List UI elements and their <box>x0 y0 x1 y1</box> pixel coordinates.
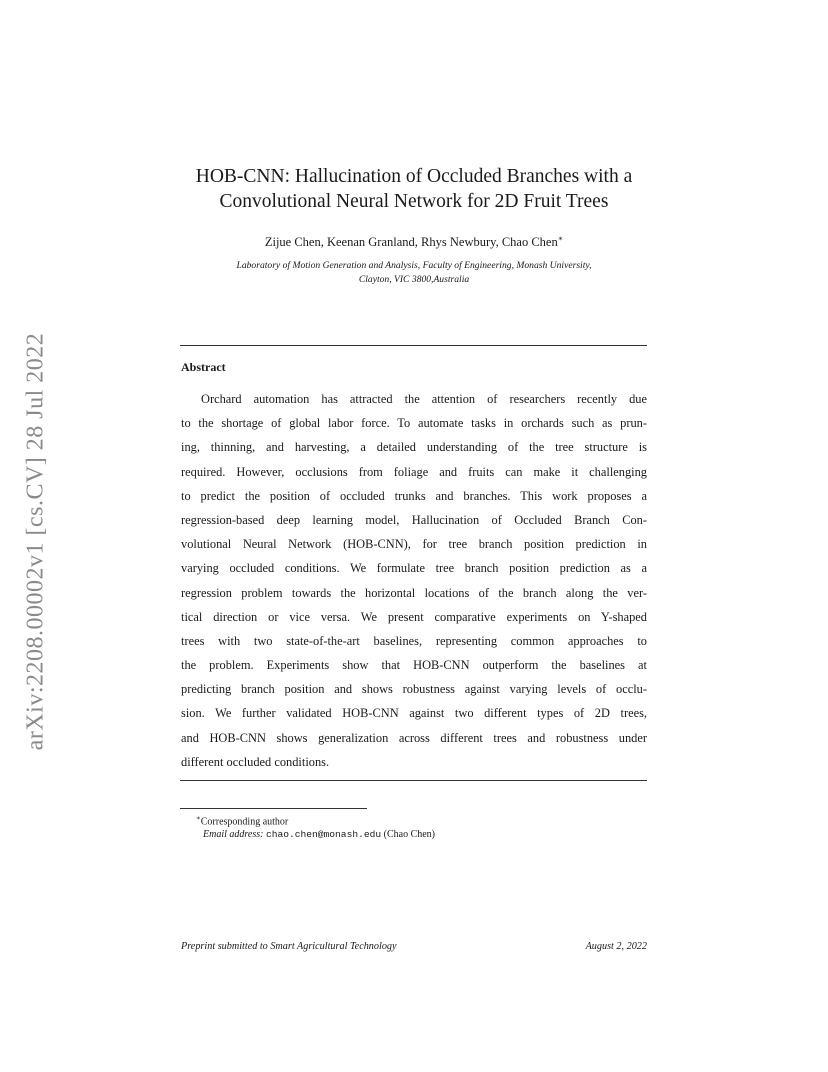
author-list <box>150 234 678 250</box>
abstract-line: ing, thinning, and harvesting, a detailed understanding of the tree structure is <box>181 440 647 455</box>
footnote-email-line <box>196 828 435 841</box>
abstract-line: to the shortage of global labor force. To automate tasks in orchards such as prun- <box>181 416 647 431</box>
paper-title <box>150 164 678 214</box>
abstract-line: sion. We further validated HOB-CNN against two different types of 2D trees, <box>181 706 647 721</box>
abstract-line: tical direction or vice versa. We present comparative experiments on Y-shaped <box>181 609 647 624</box>
abstract-top-rule <box>180 345 647 346</box>
abstract-heading: Abstract <box>181 360 226 374</box>
email-owner: (Chao Chen) <box>383 829 436 841</box>
abstract-line: regression problem towards the horizontal locations of the branch along the ver- <box>181 585 647 600</box>
affiliation <box>160 259 668 287</box>
email-label: Email address: <box>203 829 264 841</box>
footnote <box>196 812 435 841</box>
email-address[interactable]: chao.chen@monash.edu <box>265 829 382 841</box>
abstract-line: varying occluded conditions. We formulate tree branch position prediction as a <box>181 561 647 576</box>
abstract-bottom-rule <box>180 780 647 781</box>
title-line-1: HOB-CNN: Hallucination of Occluded Branches with a <box>195 166 633 187</box>
preprint-date: August 2, 2022 <box>585 941 647 952</box>
affiliation-line-2: Clayton, VIC 3800,Australia <box>358 274 470 285</box>
abstract-line: trees with two state-of-the-art baselines, representing common approaches to <box>181 633 647 648</box>
author-names: Zijue Chen, Keenan Granland, Rhys Newbury, Chao Chen <box>264 235 558 250</box>
abstract-line: predicting branch position and shows robustness against varying levels of occlu- <box>181 682 647 697</box>
footnote-corresponding <box>196 812 435 828</box>
title-line-2: Convolutional Neural Network for 2D Fruit Trees <box>219 191 609 212</box>
abstract-line: required. However, occlusions from foliage and fruits can make it challenging <box>181 464 647 479</box>
preprint-notice: Preprint submitted to Smart Agricultural Technology <box>181 941 397 952</box>
arxiv-identifier-stamp: arXiv:2208.00002v1 [cs.CV] 28 Jul 2022 <box>22 332 49 751</box>
corresponding-author-mark: ∗ <box>557 234 564 243</box>
footnote-corresponding-text: Corresponding author <box>200 816 289 828</box>
affiliation-line-1: Laboratory of Motion Generation and Analysis, Faculty of Engineering, Monash University, <box>236 260 592 271</box>
abstract-body <box>181 387 647 774</box>
abstract-line: to predict the position of occluded trunks and branches. This work proposes a <box>181 488 647 503</box>
abstract-line: the problem. Experiments show that HOB-CNN outperform the baselines at <box>181 658 647 673</box>
abstract-line: and HOB-CNN shows generalization across different trees and robustness under <box>181 730 647 745</box>
abstract-line: regression-based deep learning model, Hallucination of Occluded Branch Con- <box>181 512 647 527</box>
abstract-line: different occluded conditions. <box>181 754 330 769</box>
footnote-mark: ∗ <box>196 814 201 822</box>
footnote-rule <box>180 808 367 809</box>
abstract-line: volutional Neural Network (HOB-CNN), for tree branch position prediction in <box>181 537 647 552</box>
abstract-line: Orchard automation has attracted the attention of researchers recently due <box>201 392 647 406</box>
